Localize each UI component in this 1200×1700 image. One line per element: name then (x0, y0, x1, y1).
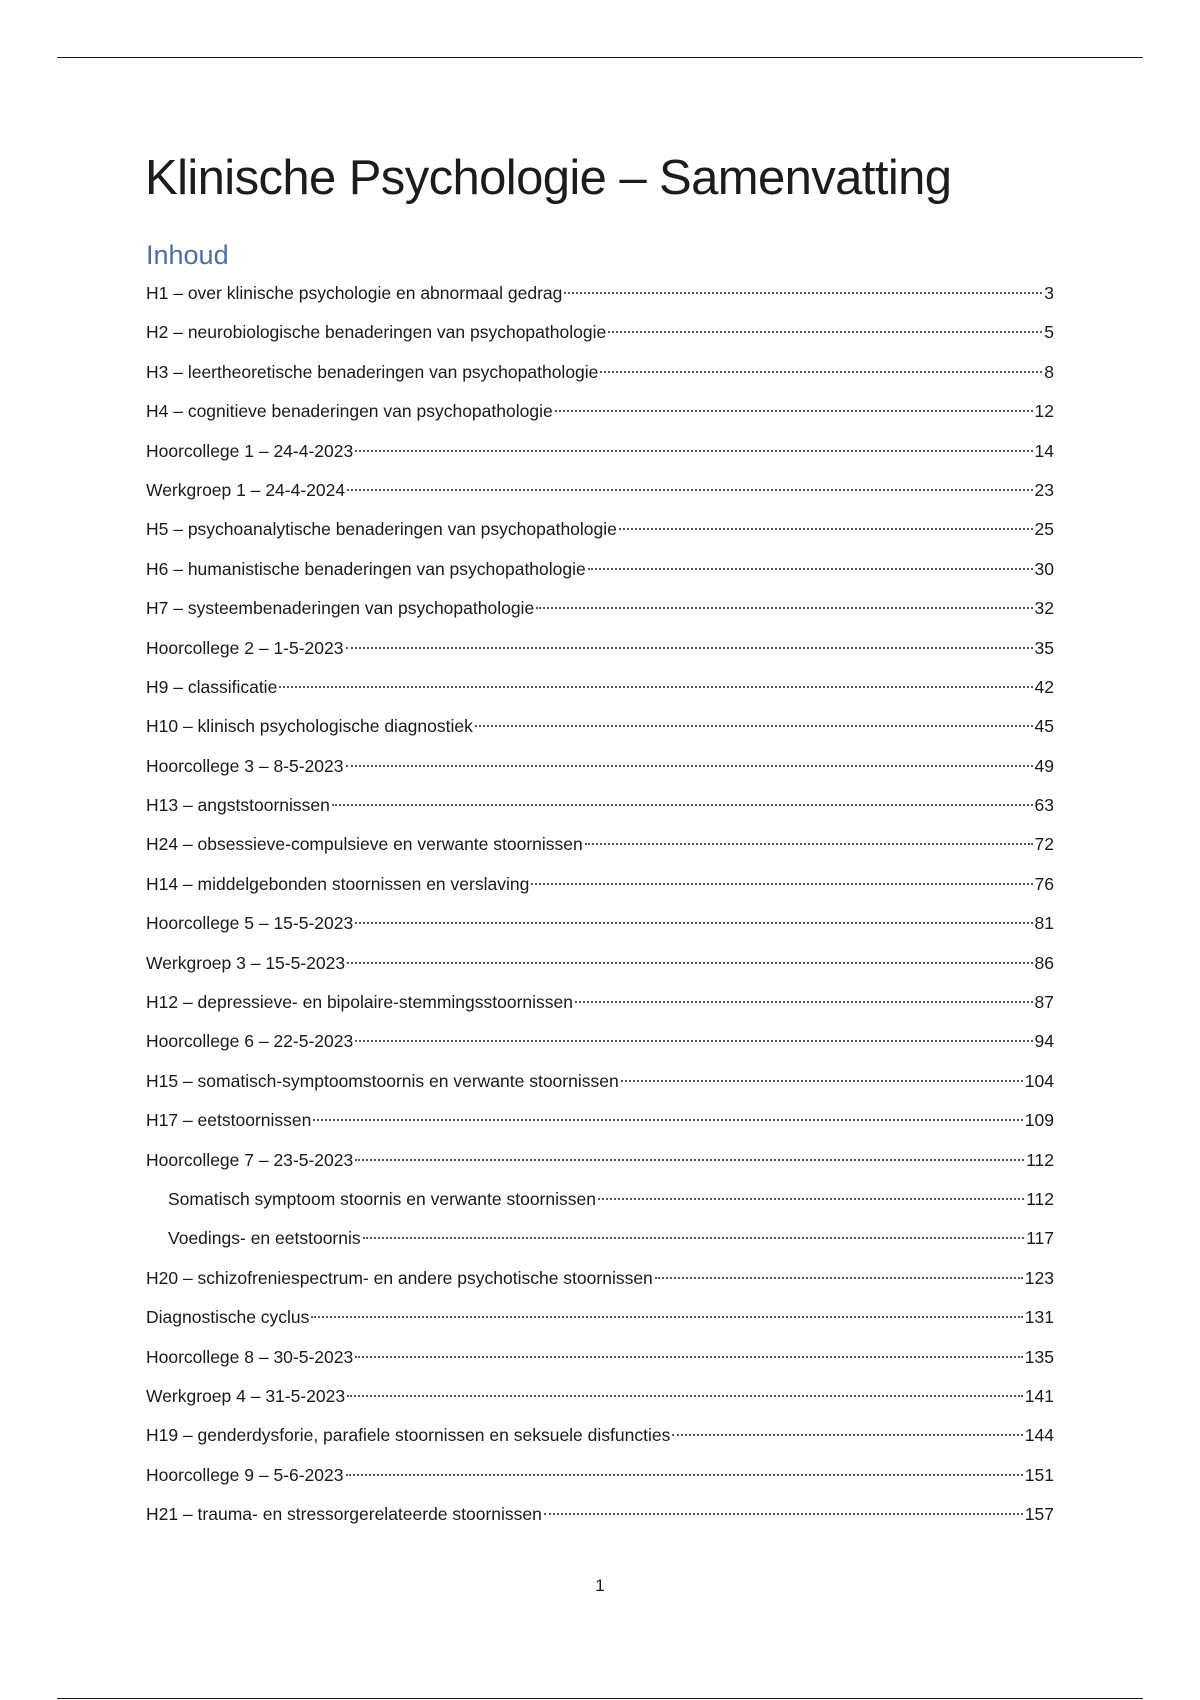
toc-entry[interactable] (146, 392, 1054, 431)
toc-entry-page: 87 (1034, 992, 1054, 1013)
toc-dot-leader (346, 647, 1033, 649)
toc-dot-leader (355, 1040, 1032, 1042)
toc-dot-leader (544, 1513, 1023, 1515)
toc-entry-label: Hoorcollege 6 – 22-5-2023 (146, 1031, 354, 1052)
toc-entry[interactable] (146, 589, 1054, 628)
toc-entry-label: H20 – schizofreniespectrum- en andere psychotische stoornissen (146, 1267, 653, 1288)
toc-entry-page: 104 (1024, 1070, 1054, 1091)
toc-entry-page: 131 (1024, 1307, 1054, 1328)
toc-entry[interactable] (146, 1416, 1054, 1455)
table-of-contents (146, 274, 1054, 1535)
toc-entry-page: 123 (1024, 1267, 1054, 1288)
toc-entry-page: 32 (1034, 598, 1054, 619)
toc-dot-leader (363, 1237, 1024, 1239)
toc-entry[interactable] (146, 1377, 1054, 1416)
toc-entry[interactable] (146, 1495, 1054, 1534)
toc-entry[interactable] (146, 550, 1054, 589)
toc-entry[interactable] (146, 904, 1054, 943)
toc-entry-page: 109 (1024, 1110, 1054, 1131)
toc-heading: Inhoud (146, 240, 229, 270)
toc-entry-label: Hoorcollege 1 – 24-4-2023 (146, 440, 354, 461)
toc-entry-label: H9 – classificatie (146, 676, 278, 697)
toc-entry[interactable] (146, 353, 1054, 392)
toc-entry-page: 151 (1024, 1464, 1054, 1485)
toc-dot-leader (355, 1159, 1024, 1161)
document-title: Klinische Psychologie – Samenvatting (145, 151, 952, 205)
toc-entry-label: H5 – psychoanalytische benaderingen van psychopathologie (146, 519, 617, 540)
toc-entry-label: H1 – over klinische psychologie en abnormaal gedrag (146, 283, 563, 303)
toc-entry-page: 45 (1034, 716, 1054, 737)
toc-entry-page: 8 (1044, 361, 1054, 382)
toc-entry[interactable] (146, 786, 1054, 825)
page-number: 1 (595, 1576, 605, 1595)
toc-dot-leader (536, 607, 1032, 609)
toc-entry[interactable] (146, 944, 1054, 983)
toc-dot-leader (346, 765, 1033, 767)
toc-entry-label: H17 – eetstoornissen (146, 1110, 312, 1131)
toc-entry[interactable] (146, 1338, 1054, 1377)
toc-entry-page: 157 (1024, 1504, 1054, 1525)
toc-dot-leader (347, 1395, 1023, 1397)
toc-dot-leader (332, 804, 1033, 806)
footer-rule (57, 1698, 1143, 1699)
toc-subentry[interactable] (146, 1180, 1054, 1219)
toc-entry-page: 25 (1034, 519, 1054, 540)
toc-dot-leader (311, 1316, 1022, 1318)
toc-entry[interactable] (146, 274, 1054, 313)
toc-entry-label: Hoorcollege 8 – 30-5-2023 (146, 1346, 354, 1367)
toc-entry-page: 63 (1034, 795, 1054, 816)
toc-entry-label: H14 – middelgebonden stoornissen en verslaving (146, 873, 530, 894)
toc-subentry[interactable] (146, 1219, 1054, 1258)
toc-entry-label: H10 – klinisch psychologische diagnostiek (146, 716, 473, 737)
toc-entry-page: 3 (1044, 283, 1054, 303)
toc-entry-label: H2 – neurobiologische benaderingen van psychopathologie (146, 322, 607, 343)
toc-entry-page: 112 (1026, 1149, 1054, 1170)
toc-entry-label: Werkgroep 1 – 24-4-2024 (146, 479, 346, 500)
toc-entry-label: Hoorcollege 5 – 15-5-2023 (146, 913, 354, 934)
toc-entry-label: Hoorcollege 9 – 5-6-2023 (146, 1464, 344, 1485)
toc-entry-label: Somatisch symptoom stoornis en verwante stoornissen (168, 1188, 596, 1209)
toc-dot-leader (672, 1434, 1022, 1436)
toc-entry[interactable] (146, 707, 1054, 746)
toc-entry-label: H21 – trauma- en stressorgerelateerde stoornissen (146, 1504, 542, 1525)
toc-entry-label: Werkgroep 3 – 15-5-2023 (146, 952, 346, 973)
toc-dot-leader (588, 568, 1033, 570)
toc-dot-leader (355, 1356, 1023, 1358)
toc-entry[interactable] (146, 1022, 1054, 1061)
toc-entry-label: Werkgroep 4 – 31-5-2023 (146, 1385, 346, 1406)
toc-entry-page: 14 (1034, 440, 1054, 461)
toc-dot-leader (346, 1474, 1023, 1476)
toc-dot-leader (555, 410, 1033, 412)
toc-dot-leader (600, 371, 1042, 373)
toc-entry-page: 49 (1034, 755, 1054, 776)
toc-entry-page: 117 (1026, 1228, 1054, 1249)
toc-entry-label: H7 – systeembenaderingen van psychopathologie (146, 598, 535, 619)
toc-entry[interactable] (146, 1062, 1054, 1101)
toc-entry-label: H13 – angststoornissen (146, 795, 330, 816)
toc-entry-page: 72 (1034, 834, 1054, 855)
toc-entry[interactable] (146, 1141, 1054, 1180)
toc-entry-page: 144 (1024, 1425, 1054, 1446)
toc-dot-leader (564, 292, 1042, 294)
toc-entry-label: H6 – humanistische benaderingen van psychopathologie (146, 558, 586, 579)
toc-entry-label: Hoorcollege 3 – 8-5-2023 (146, 755, 344, 776)
header-rule (57, 57, 1143, 58)
toc-entry[interactable] (146, 747, 1054, 786)
toc-dot-leader (531, 883, 1032, 885)
toc-dot-leader (621, 1080, 1023, 1082)
toc-entry-page: 86 (1034, 952, 1054, 973)
toc-dot-leader (598, 1198, 1024, 1200)
toc-entry[interactable] (146, 1259, 1054, 1298)
toc-entry-label: Diagnostische cyclus (146, 1307, 310, 1328)
toc-entry-page: 76 (1034, 873, 1054, 894)
toc-entry-label: H3 – leertheoretische benaderingen van psychopathologie (146, 361, 599, 382)
toc-entry[interactable] (146, 629, 1054, 668)
toc-dot-leader (355, 922, 1032, 924)
toc-entry-label: Voedings- en eetstoornis (168, 1228, 361, 1249)
toc-dot-leader (347, 962, 1032, 964)
toc-entry-page: 112 (1026, 1188, 1054, 1209)
toc-dot-leader (475, 725, 1033, 727)
toc-entry-page: 23 (1034, 479, 1054, 500)
toc-entry[interactable] (146, 825, 1054, 864)
toc-entry-page: 42 (1034, 676, 1054, 697)
toc-entry-page: 35 (1034, 637, 1054, 658)
toc-entry-page: 94 (1034, 1031, 1054, 1052)
toc-dot-leader (279, 686, 1032, 688)
toc-entry-page: 12 (1034, 401, 1054, 422)
toc-entry-label: H15 – somatisch-symptoomstoornis en verwante stoornissen (146, 1070, 619, 1091)
toc-entry-label: Hoorcollege 2 – 1-5-2023 (146, 637, 344, 658)
toc-entry-page: 135 (1024, 1346, 1054, 1367)
toc-entry-page: 30 (1034, 558, 1054, 579)
toc-entry[interactable] (146, 510, 1054, 549)
toc-entry[interactable] (146, 1101, 1054, 1140)
toc-entry[interactable] (146, 865, 1054, 904)
toc-entry-page: 141 (1024, 1385, 1054, 1406)
toc-entry-page: 5 (1044, 322, 1054, 343)
toc-dot-leader (585, 843, 1033, 845)
toc-entry[interactable] (146, 1298, 1054, 1337)
toc-dot-leader (355, 450, 1032, 452)
toc-entry[interactable] (146, 471, 1054, 510)
toc-entry-page: 81 (1034, 913, 1054, 934)
toc-entry[interactable] (146, 313, 1054, 352)
toc-entry[interactable] (146, 668, 1054, 707)
toc-dot-leader (608, 331, 1042, 333)
toc-entry[interactable] (146, 983, 1054, 1022)
toc-dot-leader (347, 489, 1032, 491)
toc-entry-label: Hoorcollege 7 – 23-5-2023 (146, 1149, 354, 1170)
toc-entry-label: H4 – cognitieve benaderingen van psychopathologie (146, 401, 553, 422)
toc-dot-leader (575, 1001, 1033, 1003)
toc-entry-label: H19 – genderdysforie, parafiele stoornissen en seksuele disfuncties (146, 1425, 671, 1446)
toc-entry[interactable] (146, 432, 1054, 471)
toc-entry-label: H24 – obsessieve-compulsieve en verwante stoornissen (146, 834, 583, 855)
toc-dot-leader (313, 1119, 1022, 1121)
toc-dot-leader (619, 528, 1033, 530)
toc-dot-leader (655, 1277, 1023, 1279)
toc-entry-label: H12 – depressieve- en bipolaire-stemmingsstoornissen (146, 992, 574, 1013)
toc-entry[interactable] (146, 1456, 1054, 1495)
